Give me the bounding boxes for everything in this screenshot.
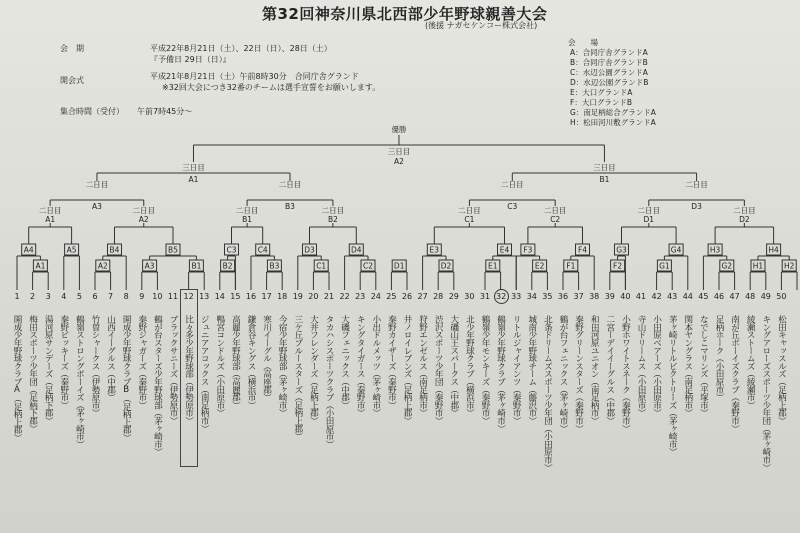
team-name: タカハシスポーツクラブ（小田原市）	[324, 315, 334, 448]
game-code: C4	[257, 245, 268, 255]
team-number: 35	[542, 292, 553, 301]
team-number: 10	[152, 292, 163, 301]
game-code: C3	[507, 202, 518, 211]
team-number: 3	[45, 292, 51, 301]
team-number: 12	[183, 292, 194, 301]
game-code: A3	[144, 261, 155, 271]
team-name: 鶴が台スターズ少年野球部（茅ヶ崎市）	[152, 315, 163, 456]
team-number: 31	[479, 292, 491, 301]
team-number: 28	[433, 292, 444, 301]
team-name: 小田原ベアーズ（小田原市）	[651, 315, 662, 417]
team-name: 大磯フェニックス（中郡）	[339, 315, 350, 409]
game-code: A1	[35, 261, 46, 271]
team-number: 7	[108, 292, 114, 301]
team-name: 小野ホワイトスネーク（秦野市）	[620, 315, 631, 433]
team-name: 綾瀬ストームズ（綾瀬市）	[745, 315, 756, 409]
team-number: 20	[308, 292, 319, 301]
team-name: 寺山ドリームス（小田原市）	[636, 315, 646, 417]
game-code: B4	[109, 245, 120, 255]
round-day: 二日目	[132, 206, 155, 215]
game-code: G3	[616, 245, 627, 255]
game-code: B1	[599, 175, 610, 184]
team-number: 21	[323, 292, 335, 301]
team-number: 13	[199, 292, 210, 301]
team-name: 関本ヤングラス（南足柄市）	[682, 315, 693, 417]
game-code: C1	[316, 261, 327, 271]
game-code: D3	[304, 245, 315, 255]
game-code: A1	[188, 175, 199, 184]
game-code: C1	[464, 215, 475, 224]
team-number: 26	[401, 292, 413, 301]
round-day: 二日目	[321, 206, 345, 215]
team-name: 山西イーグルス（中郡）	[105, 315, 116, 401]
round-day: 二日目	[501, 180, 524, 189]
venue-item: C：水辺公園グランドA	[570, 68, 648, 77]
team-number: 5	[76, 292, 82, 301]
team-name: キングアローズスポーツ少年団（茅ヶ崎市）	[760, 315, 771, 472]
venue-title: 会 場	[568, 38, 598, 47]
team-name: 竹曽シャークス（伊勢原市）	[90, 315, 100, 417]
team-name: 鴨宮コンドルズ（小田原市）	[214, 315, 225, 417]
venue-item: E：大口グランドA	[570, 88, 633, 97]
game-code: E3	[429, 245, 440, 255]
game-code: A2	[138, 215, 149, 224]
team-name: 北条ドリームズスポーツ少年団（小田原市）	[542, 315, 553, 472]
game-code: F4	[577, 245, 588, 255]
team-name: ブラックサニーズ（伊勢原市）	[168, 315, 178, 425]
game-code: H2	[783, 261, 795, 271]
team-number: 33	[511, 292, 522, 301]
team-name: リトルジャイアンツ（秦野市）	[511, 315, 522, 425]
round-day: 二日目	[685, 180, 708, 189]
game-code: H4	[768, 245, 779, 255]
team-name: 鎌倉谷キングス（横浜市）	[246, 315, 256, 409]
team-number: 34	[526, 292, 537, 301]
team-number: 44	[682, 292, 693, 301]
team-number: 29	[448, 292, 459, 301]
round-day: 二日目	[733, 206, 756, 215]
team-name: 大磯山王スパークス（中郡）	[448, 315, 459, 417]
team-number: 50	[776, 292, 787, 301]
team-name: 三ケ丘ブルースターズ（足柄上郡）	[292, 315, 303, 440]
team-name: 鶴嶺少年野球クラブ（茅ヶ崎市）	[495, 315, 506, 433]
game-code: B3	[285, 202, 295, 211]
game-code: F1	[566, 261, 576, 271]
game-code: A5	[66, 245, 77, 255]
team-name: 開成少年野球クラブA（足柄上郡）	[12, 315, 22, 442]
period-label: 会 期	[60, 44, 84, 53]
team-number: 43	[667, 292, 678, 301]
game-code: B2	[327, 215, 338, 224]
team-number: 15	[230, 292, 241, 301]
team-name: 井ノロイレブンズ（足柄上郡）	[402, 315, 412, 425]
team-number: 18	[277, 292, 288, 301]
champion-label: 優勝	[391, 125, 407, 134]
game-code: D1	[393, 261, 405, 271]
team-number: 4	[61, 292, 67, 301]
page-title: 第32回神奈川県北西部少年野球親善大会	[262, 5, 548, 23]
team-number: 49	[760, 292, 771, 301]
team-name: 和田河原ユニオン（南足柄市）	[589, 315, 600, 425]
team-name: 茅ヶ崎リトルビクトリーズ（茅ヶ崎市）	[667, 315, 678, 456]
game-code: E4	[499, 245, 510, 255]
team-name: 開成少年野球クラブB（足柄上郡）	[121, 315, 132, 442]
game-code: G1	[659, 261, 670, 271]
team-number: 24	[370, 292, 381, 301]
team-name: ジュニアアコックス（南足柄市）	[199, 315, 210, 433]
period-value: 平成22年8月21日（土）、22日（日）、28日（土）	[150, 44, 332, 53]
venue-item: B：合同庁舎グランドB	[570, 58, 648, 67]
team-name: 大井フレンダーズ（足柄上郡）	[308, 315, 319, 425]
game-code: D2	[440, 261, 452, 271]
team-name: 鶴嶺少年モンキーズ（秦野市）	[480, 315, 490, 425]
team-number: 30	[464, 292, 475, 301]
team-name: 梅田スポーツ少年団（足柄下郡）	[27, 315, 38, 433]
game-code: A2	[97, 261, 108, 271]
game-code: F2	[613, 261, 623, 271]
team-name: 秦野カイザーズ（秦野市）	[386, 315, 397, 409]
venue-item: H：松田河川敷グランドA	[570, 118, 656, 127]
game-code: D2	[739, 215, 750, 224]
team-name: なでしこマリンズ（平塚市）	[698, 315, 709, 417]
team-name: 寒川イーグル（高座郡）	[261, 315, 272, 401]
round-day: 二日目	[85, 180, 109, 189]
team-name: 城南少年野球チーム（藤沢市）	[526, 315, 537, 425]
game-code: A4	[23, 245, 34, 255]
team-name: 小出ドルメッツ（茅ヶ崎市）	[370, 315, 381, 417]
team-number: 23	[355, 292, 366, 301]
game-code: C3	[226, 245, 237, 255]
team-number: 38	[589, 292, 600, 301]
venue-item: F：大口グランドB	[570, 98, 632, 107]
team-name: 今宿少年野球部（茅ヶ崎市）	[277, 315, 288, 417]
team-number: 25	[386, 292, 397, 301]
round-day: 二日目	[278, 180, 302, 189]
team-number: 27	[417, 292, 428, 301]
team-name: 秦野グリーンスターズ（秦野市）	[573, 315, 584, 433]
reserve-day: 『予備日 29日（日）』	[150, 55, 231, 64]
team-name: 湯河原サンデーズ（足柄下郡）	[43, 315, 54, 425]
gather-value: 午前7時45分～	[137, 107, 193, 116]
team-number: 8	[123, 292, 129, 301]
game-code: G4	[670, 245, 682, 255]
opening-value: 平成21年8月21日（土）午前8時30分 合同庁舎グランド	[150, 72, 359, 81]
round-day: 三日目	[182, 163, 205, 172]
opening-label: 開会式	[60, 76, 84, 85]
game-code: A3	[91, 202, 102, 211]
sponsor-note: (後援 ナガセケンコー株式会社)	[425, 21, 538, 30]
game-code: A1	[45, 215, 56, 224]
game-code: B3	[269, 261, 280, 271]
team-number: 14	[214, 292, 225, 301]
round-day: 二日目	[38, 206, 62, 215]
game-code: B5	[168, 245, 178, 255]
team-number: 47	[729, 292, 740, 301]
team-number: 39	[604, 292, 615, 301]
game-code: H3	[709, 245, 721, 255]
round-day: 二日目	[637, 206, 661, 215]
team-name: 狩野エンゼルス（南足柄市）	[417, 315, 428, 417]
venue-item: A：合同庁舎グランドA	[570, 48, 648, 57]
team-number: 17	[261, 292, 272, 301]
team-number: 22	[339, 292, 350, 301]
team-number: 46	[713, 292, 725, 301]
game-code: D3	[691, 202, 702, 211]
team-name: 渋沢スポーツ少年団（秦野市）	[433, 315, 444, 425]
round-day: 二日目	[458, 206, 481, 215]
team-name: 鶴嶺ストロングボーイズ（茅ヶ崎市）	[74, 315, 85, 448]
game-code: H1	[752, 261, 764, 271]
team-number: 32	[494, 289, 509, 304]
game-code: C2	[362, 261, 374, 271]
team-number: 2	[30, 292, 36, 301]
venue-item: D：水辺公園グランドB	[570, 78, 649, 87]
venue-item: G：南足柄総合グランドA	[570, 108, 656, 117]
game-code: B1	[242, 215, 253, 224]
game-code: A2	[394, 157, 404, 166]
team-number: 41	[635, 292, 647, 301]
game-code: F3	[523, 245, 533, 255]
game-code: B1	[191, 261, 202, 271]
game-code: C2	[550, 215, 561, 224]
team-number: 40	[620, 292, 631, 301]
game-code: E1	[488, 261, 498, 271]
team-name: 二宮ーデイイーグルス（中郡）	[604, 315, 615, 425]
team-number: 48	[745, 292, 756, 301]
team-name: 南が丘ボーイズクラブ（秦野市）	[729, 315, 740, 433]
team-number: 16	[245, 292, 257, 301]
team-number: 45	[698, 292, 709, 301]
round-day: 三日目	[387, 147, 411, 156]
round-day: 二日目	[543, 206, 567, 215]
team-number: 37	[573, 292, 584, 301]
team-name: 北少年野球クラブ（横浜市）	[464, 315, 475, 417]
team-name: 秦野ジャガーズ（秦野市）	[136, 315, 147, 409]
team-name: 松田キャッスルズ（足柄上郡）	[776, 315, 787, 425]
team-number: 42	[651, 292, 662, 301]
round-day: 三日目	[593, 163, 616, 172]
team-number: 1	[14, 292, 20, 301]
opening-note: ※32回大会につき32番のチームは選手宣誓をお願いします。	[162, 83, 381, 92]
team-number: 6	[92, 292, 98, 301]
round-day: 二日目	[235, 206, 259, 215]
team-number: 36	[557, 292, 569, 301]
team-number: 19	[292, 292, 303, 301]
game-code: D1	[643, 215, 655, 224]
game-code: G2	[721, 261, 733, 271]
team-number: 9	[139, 292, 145, 301]
team-name: 秦野ビッキーズ（秦野市）	[58, 315, 69, 409]
team-name: 足柄ホーク（小田原市）	[714, 315, 724, 401]
game-code: D4	[351, 245, 362, 255]
game-code: E2	[534, 261, 545, 271]
gather-label: 集合時間（受付）	[60, 107, 124, 116]
team-name: 鶴が台フェニックス（茅ヶ崎市）	[558, 315, 568, 433]
team-name: 高麗少年野球部（高麗郡）	[230, 315, 241, 409]
team-name: キングタイガース（秦野市）	[355, 315, 366, 417]
game-code: B2	[222, 261, 233, 271]
team-name: 比々多少年野球部（伊勢原市）	[183, 315, 194, 425]
team-number: 11	[167, 292, 179, 301]
